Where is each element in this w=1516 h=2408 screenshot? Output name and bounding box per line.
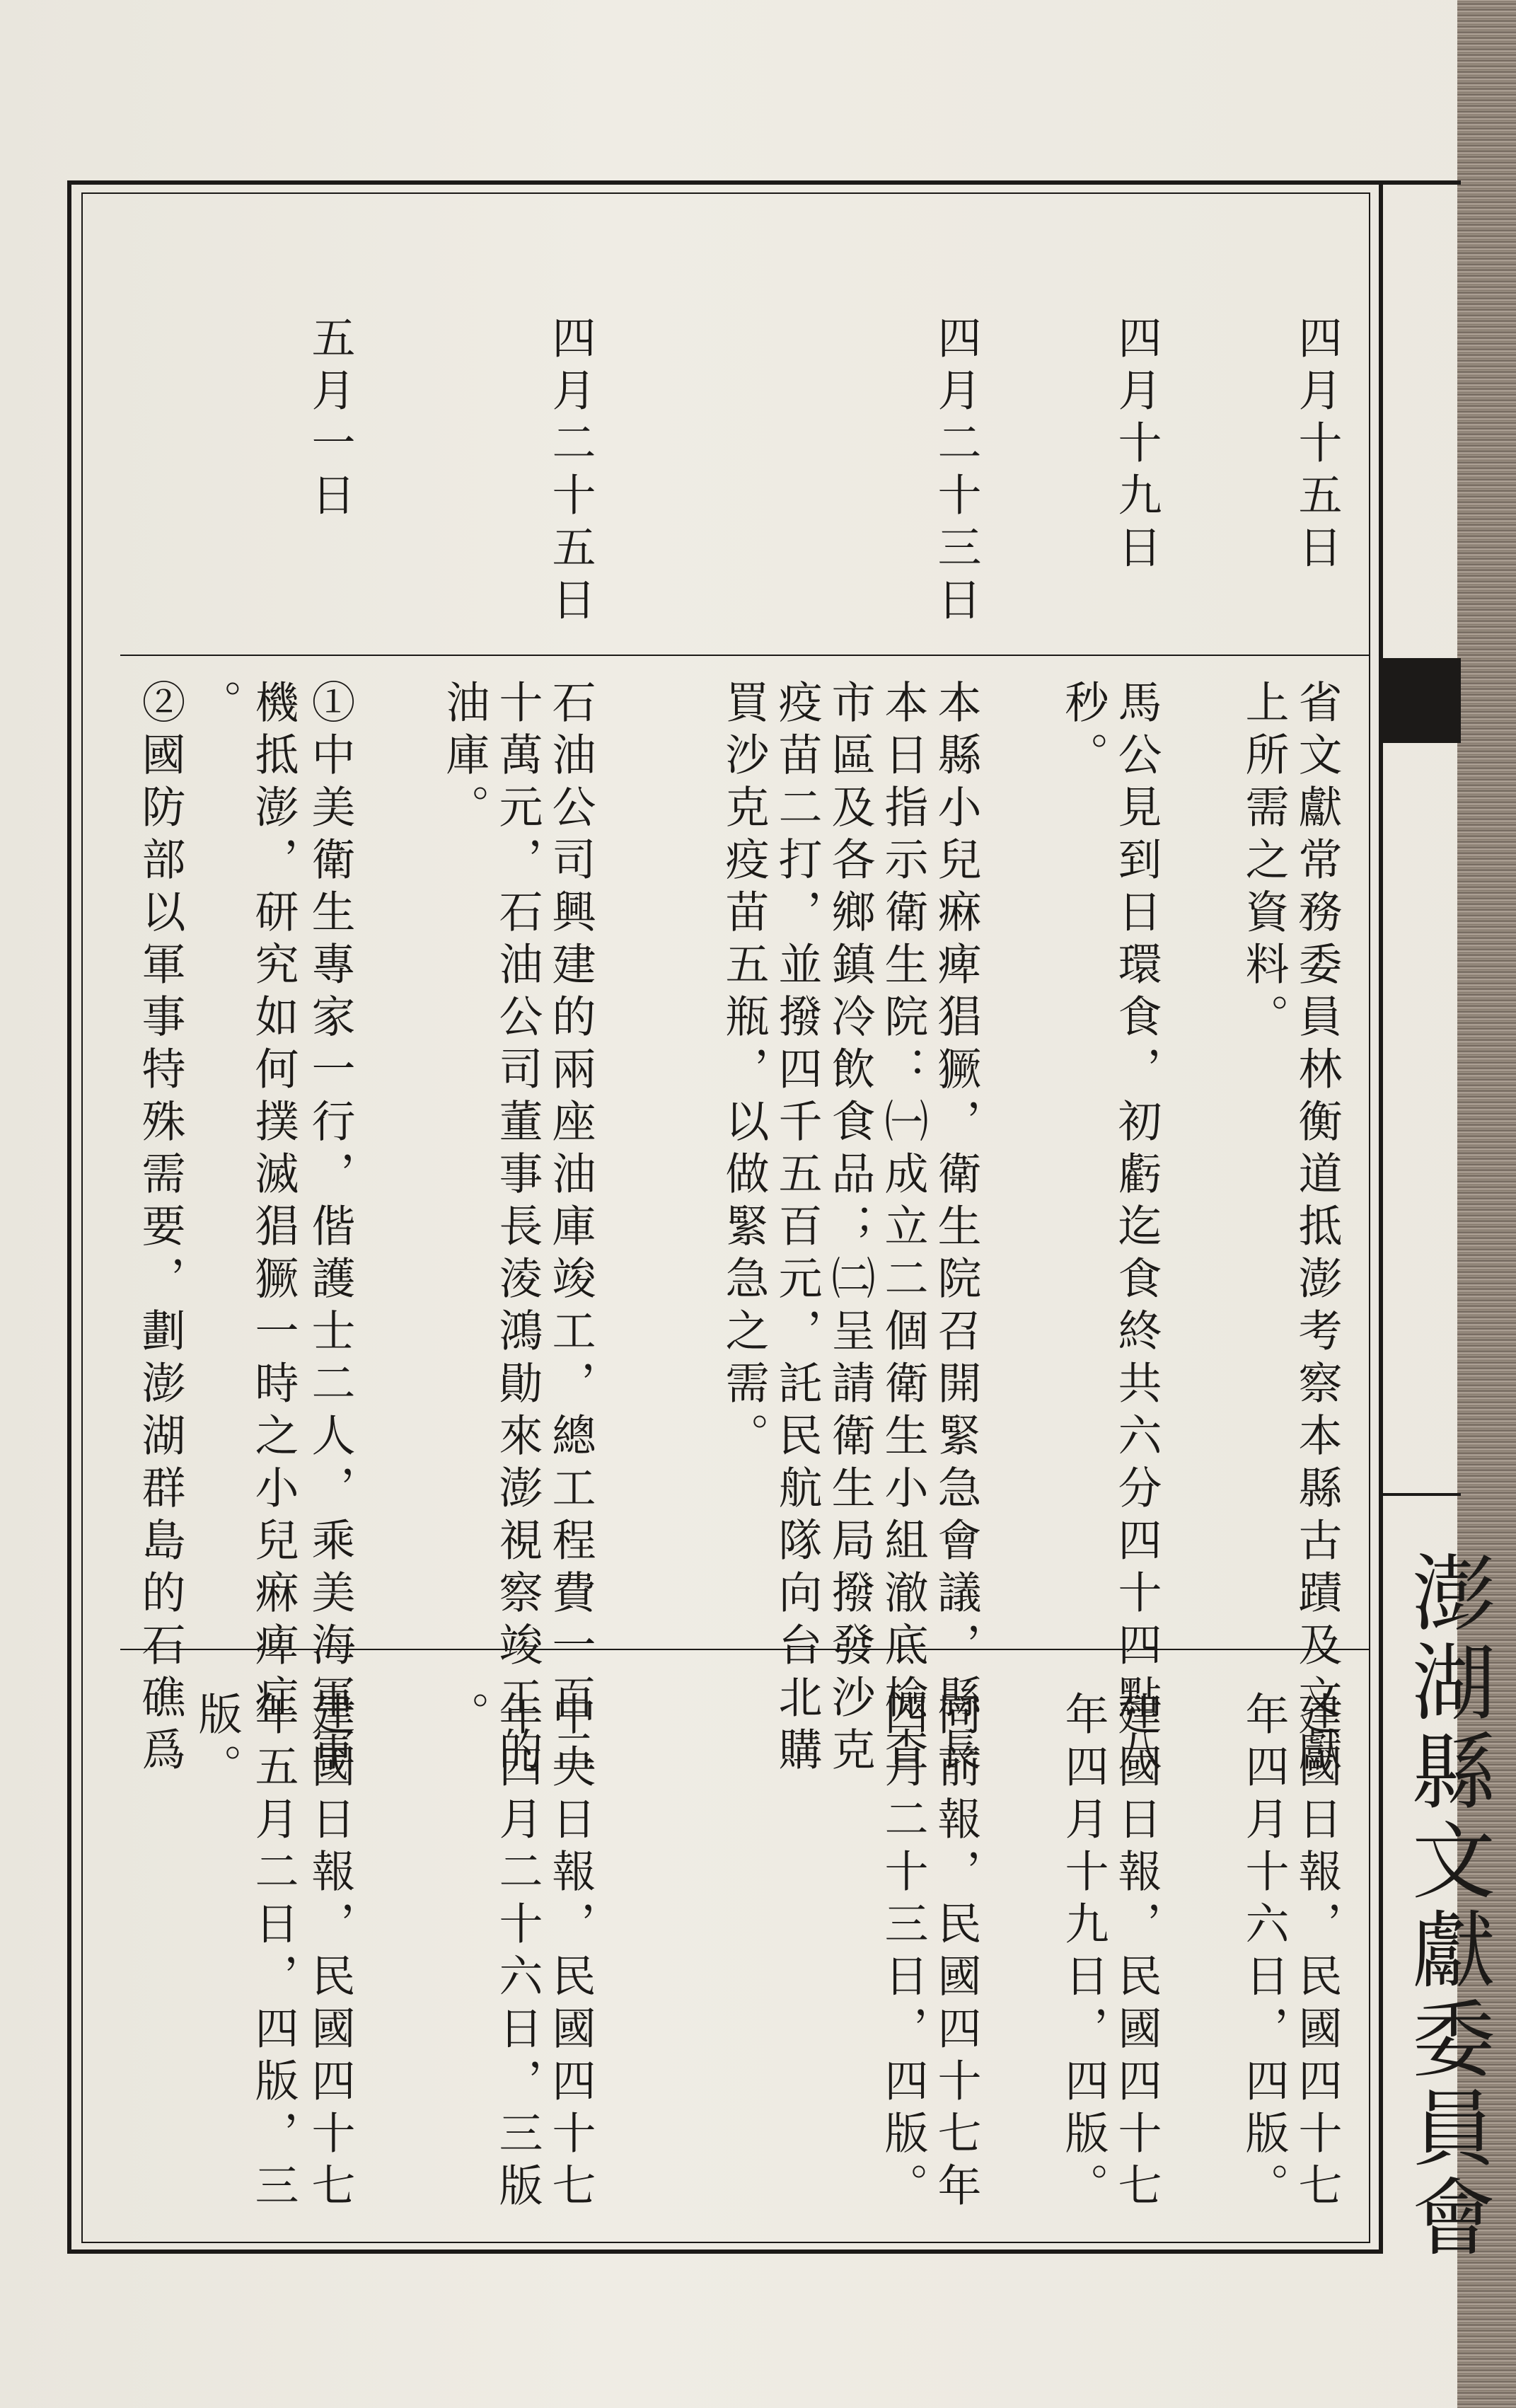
- entry-5-source-line-3: 版。: [191, 1691, 243, 1796]
- entry-5-source-line-2: 年五月二日，四版，三: [248, 1691, 299, 2215]
- entry-4-event-line-1: 石油公司興建的兩座油庫竣工，總工程費一百二: [545, 679, 596, 1779]
- entry-1-source-line-2: 年四月十六日，四版。: [1238, 1691, 1290, 2215]
- entry-1-event-line-1: 省文獻常務委員林衡道抵澎考察本縣古蹟及文獻: [1291, 679, 1343, 1779]
- entry-5-event-line-1: ①中美衛生專家一行，偕護士二人，乘美海軍軍: [304, 679, 356, 1779]
- margin-top-rule: [1383, 180, 1461, 185]
- entry-3-event-line-4: 疫苗二打，並撥四千五百元，託民航隊向台北購: [771, 679, 823, 1779]
- entry-5-date: 五月一日: [304, 315, 356, 524]
- entry-4-source-line-2: 年四月二十六日，三版: [492, 1691, 543, 2215]
- entry-5-event-line-4: ②國防部以軍事特殊需要，劃澎湖群島的石礁爲: [134, 679, 186, 1779]
- entry-2-event-line-2: 秒。: [1058, 679, 1109, 784]
- entry-3-date: 四月二十三日: [930, 315, 982, 629]
- entry-3-source-line-1: 同前報，民國四十七年: [930, 1691, 982, 2215]
- divider-date-event: [120, 655, 1369, 656]
- margin-title: 澎湖縣文獻委員會: [1398, 1550, 1495, 2263]
- entry-2-date: 四月十九日: [1111, 315, 1162, 577]
- entry-1-source-line-1: 建國日報，民國四十七: [1291, 1691, 1343, 2215]
- entry-2-source-line-1: 建國日報，民國四十七: [1111, 1691, 1162, 2215]
- entry-3-event-line-1: 本縣小兒痳痺猖獗，衛生院召開緊急會議，縣長: [930, 679, 982, 1779]
- entry-2-event-line-1: 馬公見到日環食，初虧迄食終共六分四十四點八: [1111, 679, 1162, 1779]
- entry-3-event-line-3: 市區及各鄉鎮冷飲食品；㈡呈請衛生局撥發沙克: [824, 679, 876, 1779]
- entry-5-event-line-2: 機抵澎，研究如何撲滅猖獗一時之小兒痳痺症: [248, 679, 299, 1727]
- entry-4-source-line-1: 中央日報，民國四十七: [545, 1691, 596, 2215]
- entry-4-source-line-3: 。: [439, 1691, 490, 1744]
- entry-4-date: 四月二十五日: [545, 315, 596, 629]
- entry-3-event-line-5: 買沙克疫苗五瓶，以做緊急之需。: [718, 679, 770, 1465]
- entry-4-event-line-3: 油庫。: [439, 679, 490, 836]
- entry-4-event-line-2: 十萬元，石油公司董事長淩鴻勛來澎視察竣工的: [492, 679, 543, 1779]
- entry-5-source-line-1: 建國日報，民國四十七: [304, 1691, 356, 2215]
- entry-1-event-line-2: 上所需之資料。: [1238, 679, 1290, 1046]
- entry-2-source-line-2: 年四月十九日，四版。: [1058, 1691, 1109, 2215]
- entry-3-source-line-2: 四月二十三日，四版。: [877, 1691, 929, 2215]
- entry-5-event-line-3: 。: [191, 679, 243, 732]
- margin-tab-mark: [1383, 658, 1461, 743]
- entry-3-event-line-2: 本日指示衛生院：㈠成立二個衛生小組澈底檢查: [877, 679, 929, 1779]
- entry-1-date: 四月十五日: [1291, 315, 1343, 577]
- margin-rule: [1383, 1493, 1461, 1496]
